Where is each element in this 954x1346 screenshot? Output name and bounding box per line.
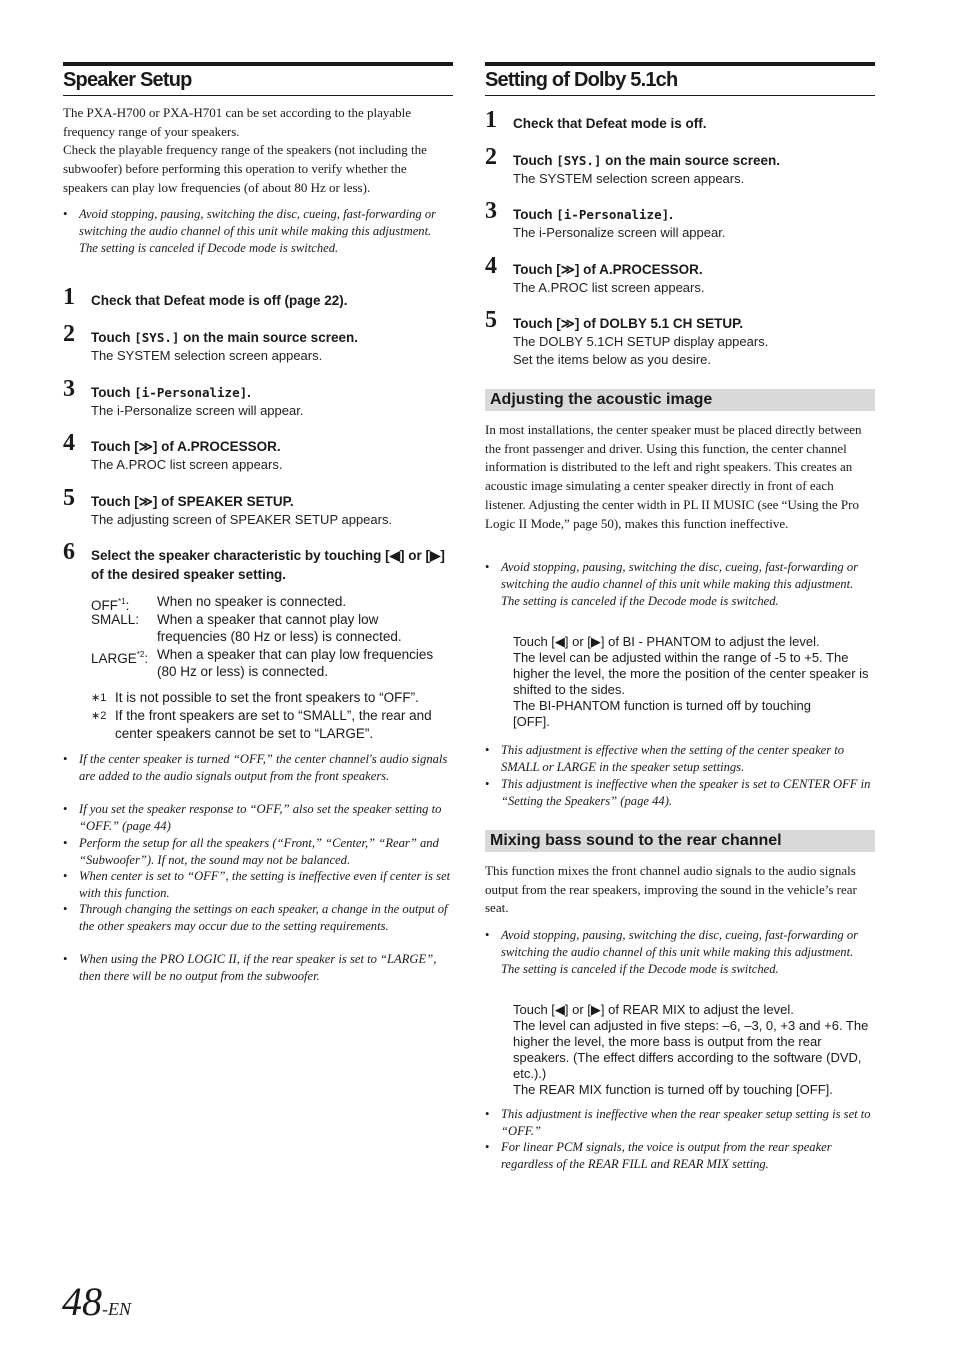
note-item: • When using the PRO LOGIC II, if the rear speaker is set to “LARGE”, then there will be no output from the subwoofer. [63, 952, 437, 983]
option-large: LARGE$^{*2}$: When a speaker that can play low frequencies (80 Hz or less) is connected. [91, 646, 451, 680]
step-title: Touch [SYS.] on the main source screen. [513, 153, 780, 168]
step-description: The adjusting screen of SPEAKER SETUP appears. [91, 512, 393, 527]
step-title: Select the speaker characteristic by touching [◀] or [▶] of the desired speaker setting. [91, 548, 445, 582]
step-1 [63, 284, 453, 310]
note-text: Avoid stopping, pausing, switching the disc, cueing, fast-forwarding or switching the audio channel of this unit while making this adjustment. The setting is canceled if Decode mode is switched. [79, 207, 437, 255]
note-item: • If you set the speaker response to “OFF,” also set the speaker setting to “OFF.” (page 44) [63, 802, 442, 833]
acoustic-instructions: Touch [◀] or [▶] of BI - PHANTOM to adjust the level. The level can be adjusted within the range of -5 to +5. The higher the level, the more the position of the center speaker is shifted to the sides. The BI-PHANTOM function is turned off by touching [OFF]. [513, 634, 869, 729]
step-title: Touch [≫] of A.PROCESSOR. [91, 439, 281, 454]
step-3 [485, 198, 875, 242]
step-number: 5 [485, 307, 497, 333]
note-item: • Avoid stopping, pausing, switching the disc, cueing, fast-forwarding or switching the audio channel of this unit while making this adjustment. The setting is canceled if Decode mode is switched. [63, 206, 453, 256]
step-title: Touch [≫] of SPEAKER SETUP. [91, 494, 294, 509]
step-3 [63, 376, 453, 420]
subheading-bass-mix: Mixing bass sound to the rear channel [485, 830, 875, 852]
note-item: • Through changing the settings on each speaker, a change in the output of the other speakers may occur due to the setting requirements. [63, 902, 448, 933]
step-6 [63, 539, 453, 584]
step-number: 2 [485, 144, 497, 170]
step-title: Touch [≫] of A.PROCESSOR. [513, 262, 703, 277]
option-description: When a speaker that can play low frequencies (80 Hz or less) is connected. [157, 647, 434, 679]
step-description: The DOLBY 5.1CH SETUP display appears. [513, 334, 769, 349]
page-number-suffix: -EN [102, 1299, 131, 1319]
step-number: 3 [63, 376, 75, 402]
option-small: SMALL: When a speaker that cannot play low frequencies (80 Hz or less) is connected. [91, 611, 451, 645]
step-title: Touch [i-Personalize]. [513, 207, 673, 222]
step-number: 1 [63, 284, 75, 310]
step-title: Touch [SYS.] on the main source screen. [91, 330, 358, 345]
footnote-1: ∗1 It is not possible to set the front speakers to “OFF”. [91, 690, 419, 705]
bass-body: This function mixes the front channel audio signals to the audio signals output from the rear speakers, improving the sound in the vehicle’s rear seat. [485, 863, 857, 916]
option-description: When no speaker is connected. [157, 594, 347, 609]
note-item: • Avoid stopping, pausing, switching the disc, cueing, fast-forwarding or switching the audio channel of this unit while making this adjustment. The setting is canceled if the Decode mode is switched. [485, 560, 859, 608]
option-off: OFF$^{*1}$: When no speaker is connected. [91, 593, 451, 610]
step-title: Check that Defeat mode is off. [513, 116, 707, 131]
step-4 [485, 253, 875, 297]
step-description: The i-Personalize screen will appear. [91, 403, 304, 418]
step-number: 3 [485, 198, 497, 224]
step-title: Touch [i-Personalize]. [91, 385, 251, 400]
note-item: • Perform the setup for all the speakers (“Front,” “Center,” “Rear” and “Subwoofer”). If not, the sound may not be balanced. [63, 836, 439, 867]
intro-text-2: Check the playable frequency range of the speakers (not including the subwoofer) before performing this operation to verify whether the speakers can play low frequencies (of about 80 Hz or less). [63, 142, 427, 195]
page-number [62, 1278, 131, 1325]
step-number: 5 [63, 485, 75, 511]
step-description: The i-Personalize screen will appear. [513, 225, 726, 240]
option-description: When a speaker that cannot play low frequencies (80 Hz or less) is connected. [157, 612, 402, 644]
step-description: The SYSTEM selection screen appears. [513, 171, 745, 186]
note-item: • This adjustment is ineffective when the rear speaker setup setting is set to “OFF.” [485, 1107, 871, 1138]
step-2 [485, 144, 875, 188]
note-item: • For linear PCM signals, the voice is output from the rear speaker regardless of the REAR FILL and REAR MIX setting. [485, 1140, 832, 1171]
acoustic-body: In most installations, the center speaker must be placed directly between the front passenger and driver. Using this function, the center channel information is distributed to the left and right speakers. This creates an acoustic image simulating a center speaker directly in front of each listener. Adjusting the center width in PL II MUSIC (see “Using the Pro Logic II Mode,” page 50), makes this function ineffective. [485, 422, 862, 531]
step-number: 6 [63, 539, 75, 565]
step-2 [63, 321, 453, 365]
step-description: Set the items below as you desire. [513, 352, 711, 367]
note-item: • This adjustment is effective when the setting of the center speaker to SMALL or LARGE in the speaker setup settings. [485, 743, 845, 774]
note-item: • This adjustment is ineffective when the speaker is set to CENTER OFF in “Setting the Speakers” (page 44). [485, 777, 871, 808]
intro-text-1: The PXA-H700 or PXA-H701 can be set according to the playable frequency range of your speakers. [63, 105, 412, 139]
step-1 [485, 107, 875, 133]
note-item: • Avoid stopping, pausing, switching the disc, cueing, fast-forwarding or switching the audio channel of this unit while making this adjustment. The setting is canceled if the Decode mode is switched. [485, 928, 859, 976]
step-description: The SYSTEM selection screen appears. [91, 348, 323, 363]
page-number-value: 48 [62, 1279, 102, 1324]
section-title-dolby: Setting of Dolby 5.1ch [485, 62, 875, 96]
step-description: The A.PROC list screen appears. [513, 280, 705, 295]
step-number: 4 [485, 253, 497, 279]
footnote-2: ∗2 If the front speakers are set to “SMALL”, the rear and center speakers cannot be set to “LARGE”. [91, 708, 432, 741]
section-title-speaker-setup: Speaker Setup [63, 62, 453, 96]
step-number: 2 [63, 321, 75, 347]
step-5 [485, 307, 875, 369]
step-description: The A.PROC list screen appears. [91, 457, 283, 472]
step-5 [63, 485, 453, 529]
step-4 [63, 430, 453, 474]
note-item: • If the center speaker is turned “OFF,” the center channel's audio signals are added to the audio signals output from the front speakers. [63, 752, 448, 783]
step-title: Touch [≫] of DOLBY 5.1 CH SETUP. [513, 316, 744, 331]
bass-instructions: Touch [◀] or [▶] of REAR MIX to adjust the level. The level can adjusted in five steps: –6, –3, 0, +3 and +6. The higher the level, the more bass is output from the rear speakers. (The effect differs according to the software (DVD, etc.).) The REAR MIX function is turned off by touching [OFF]. [513, 1002, 869, 1097]
step-number: 4 [63, 430, 75, 456]
subheading-acoustic-image: Adjusting the acoustic image [485, 389, 875, 411]
note-item: • When center is set to “OFF”, the setting is ineffective even if center is set with this function. [63, 869, 451, 900]
intro-paragraph [63, 104, 453, 198]
step-number: 1 [485, 107, 497, 133]
step-title: Check that Defeat mode is off (page 22). [91, 293, 348, 308]
